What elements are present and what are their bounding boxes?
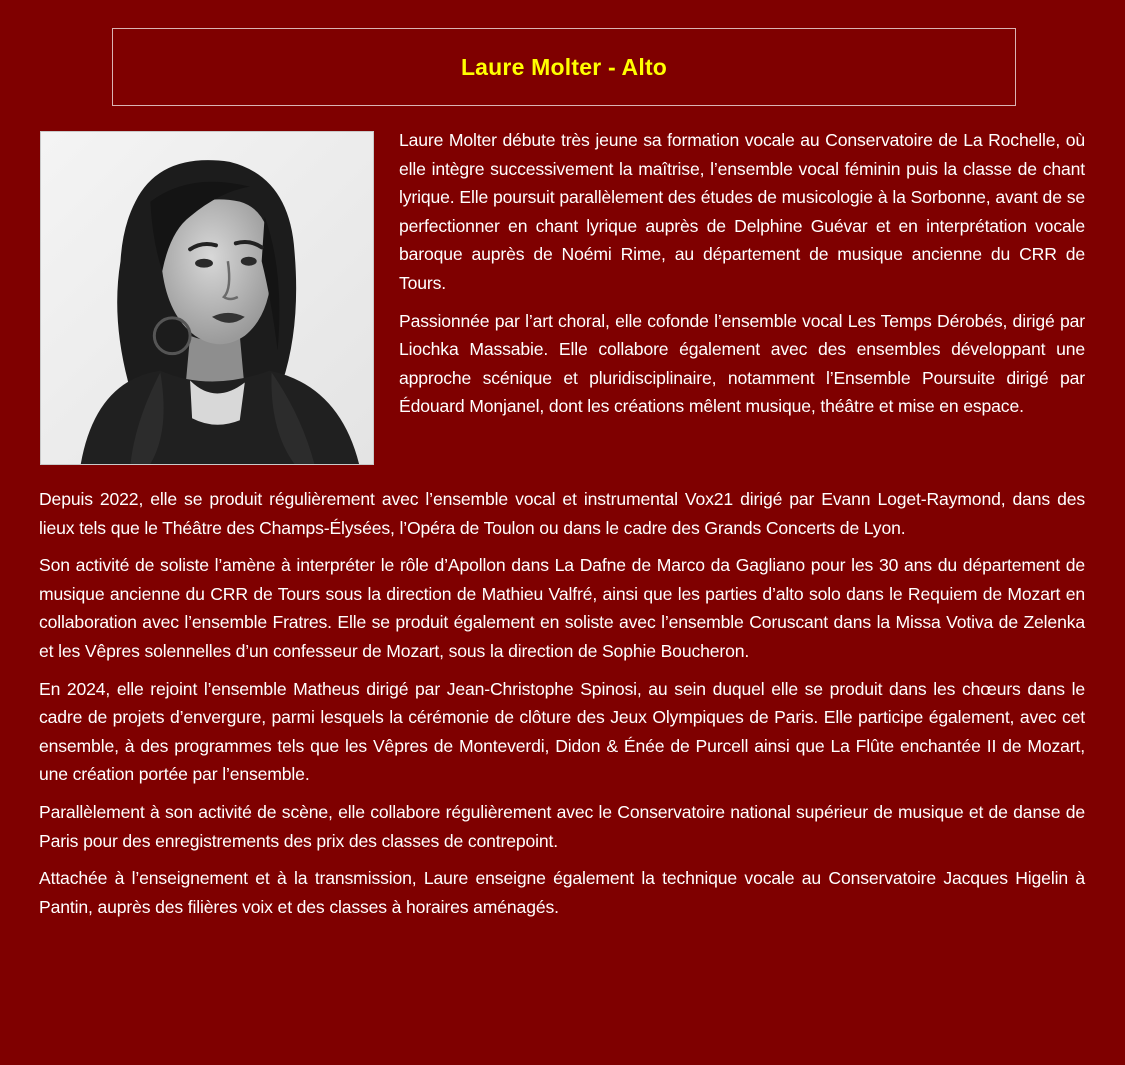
- paragraph: Passionnée par l’art choral, elle cofonde l’ensemble vocal Les Temps Dérobés, dirigé par Liochka Massabie. Elle collabore également avec des ensembles développant une approche scénique et pluridisciplinaire, notamment l’Ensemble Poursuite dirigé par Édouard Monjanel, dont les créations mêlent musique, théâtre et mise en espace.: [399, 310, 1085, 417]
- side-text-block: [399, 126, 1085, 430]
- portrait-photo: [40, 131, 374, 465]
- page-title: Laure Molter - Alto: [460, 53, 668, 80]
- paragraph: Depuis 2022, elle se produit régulièrement avec l’ensemble vocal et instrumental Vox21 dirigé par Evann Loget-Raymond, dans des lieux tels que le Théâtre des Champs-Élysées, l’Opéra de Toulon ou dans le cadre des Grands Concerts de Lyon.: [39, 489, 1085, 538]
- paragraph: En 2024, elle rejoint l’ensemble Matheus dirigé par Jean-Christophe Spinosi, au sein duquel elle se produit dans les chœurs dans le cadre de projets d’envergure, parmi lesquels la cérémonie de clôture des Jeux Olympiques de Paris. Elle participe également, avec cet ensemble, à des programmes tels que les Vêpres de Monteverdi, Didon & Énée de Purcell ainsi que La Flûte enchantée II de Mozart, une création portée par l’ensemble.: [39, 678, 1085, 785]
- paragraph: Son activité de soliste l’amène à interpréter le rôle d’Apollon dans La Dafne de Marco da Gagliano pour les 30 ans du département de musique ancienne du CRR de Tours sous la direction de Mathieu Valfré, ainsi que les parties d’alto solo dans le Requiem de Mozart en collaboration avec l’ensemble Fratres. Elle se produit également en soliste avec l’ensemble Coruscant dans la Missa Votiva de Zelenka et les Vêpres solennelles d’un confesseur de Mozart, sous la direction de Sophie Boucheron.: [39, 555, 1085, 661]
- title-box: [112, 28, 1016, 106]
- paragraph: Parallèlement à son activité de scène, elle collabore régulièrement avec le Conservatoire national supérieur de musique et de danse de Paris pour des enregistrements des prix des classes de contrepoint.: [39, 801, 1085, 851]
- paragraph: Laure Molter débute très jeune sa formation vocale au Conservatoire de La Rochelle, où elle intègre successivement la maîtrise, l’ensemble vocal féminin puis la classe de chant lyrique. Elle poursuit parallèlement des études de musicologie à la Sorbonne, avant de se perfectionner en chant lyrique auprès de Delphine Guévar et en interprétation vocale baroque auprès de Noémi Rime, au département de musique ancienne du CRR de Tours.: [399, 130, 1085, 293]
- paragraph: Attachée à l’enseignement et à la transmission, Laure enseigne également la technique vocale au Conservatoire Jacques Higelin à Pantin, auprès des filières voix et des classes à horaires aménagés.: [39, 868, 1085, 917]
- full-width-text-block: [39, 485, 1085, 930]
- portrait-photo-icon: [41, 132, 373, 464]
